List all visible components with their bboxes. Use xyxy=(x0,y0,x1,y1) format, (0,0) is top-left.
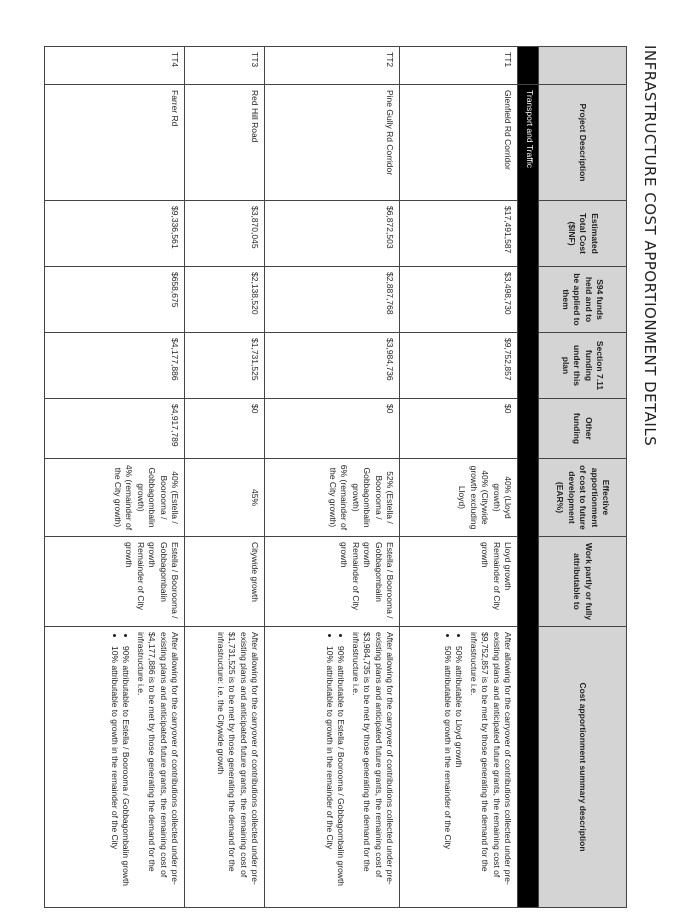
row-cost: $17,491,587 xyxy=(400,201,518,267)
row-effective xyxy=(265,459,400,537)
row-id: TT2 xyxy=(265,47,400,85)
row-project: Farrer Rd xyxy=(45,85,185,201)
summary-bullet: • 50% attributable to growth in the remainder of the City xyxy=(441,646,452,902)
row-s711: $4,177,886 xyxy=(45,333,185,399)
section-row xyxy=(518,47,539,908)
header-other-funding: Other funding xyxy=(539,399,627,459)
row-work xyxy=(400,537,518,627)
header-summary: Cost apportionment summary description xyxy=(539,627,627,908)
row-other: $0 xyxy=(400,399,518,459)
header-section-711: Section 7.11 funding under this plan xyxy=(539,333,627,399)
work-line: Citywide growth xyxy=(250,542,260,602)
summary-bullet: • 10% attributable to growth in the remainder of the City xyxy=(108,646,119,902)
header-effective-apportionment: Effective apportionment of cost to future development (EAR%) xyxy=(539,459,627,537)
row-effective xyxy=(400,459,518,537)
row-project: Glenfield Rd Corridor xyxy=(400,85,518,201)
summary-bullets xyxy=(108,632,131,902)
row-other: $0 xyxy=(185,399,265,459)
page-title: INFRASTRUCTURE COST APPORTIONMENT DETAILS xyxy=(641,45,659,447)
row-cost: $9,336,561 xyxy=(45,201,185,267)
cost-apportionment-table xyxy=(44,46,627,908)
summary-bullets xyxy=(323,632,346,902)
table-row xyxy=(265,47,400,908)
row-project: Pine Gully Rd Corridor xyxy=(265,85,400,201)
row-summary xyxy=(185,627,265,908)
row-summary xyxy=(400,627,518,908)
summary-text: After allowing for the carryover of contributions collected under pre-existing plans and anticipated future grants, the remaining cost of $4,177,886 is to be met by those generating the demand for the infrastructure i.e. xyxy=(135,632,180,885)
row-work xyxy=(265,537,400,627)
row-cost: $3,870,045 xyxy=(185,201,265,267)
row-s711: $9,752,857 xyxy=(400,333,518,399)
row-id: TT3 xyxy=(185,47,265,85)
summary-bullet: • 50% attributable to Lloyd growth xyxy=(453,646,464,902)
table-row xyxy=(400,47,518,908)
summary-bullets xyxy=(441,632,464,902)
row-s94: $2,887,768 xyxy=(265,267,400,333)
effective-line: 4% (remainder of the City growth) xyxy=(112,464,135,531)
effective-line: 45% xyxy=(250,488,260,506)
row-s94: $3,498,730 xyxy=(400,267,518,333)
effective-line: 40% (Citywide growth excluding Lloyd) xyxy=(457,465,491,530)
row-effective xyxy=(45,459,185,537)
row-id: TT1 xyxy=(400,47,518,85)
row-summary xyxy=(45,627,185,908)
row-work xyxy=(185,537,265,627)
summary-bullet: • 90% attributable to Estella / Boorooma / Gobbagombalin growth xyxy=(120,646,131,902)
summary-bullet: • 90% attributable to Estella / Boorooma / Gobbagombalin growth xyxy=(335,646,346,902)
header-row xyxy=(539,47,627,908)
effective-line: 40% (Lloyd growth) xyxy=(491,476,513,519)
work-line: Lloyd growth xyxy=(503,542,513,591)
summary-text: After allowing for the carryover of contributions collected under pre-existing plans and anticipated future grants, the remaining cost of $1,731,525 is to be met by those generating the demand for the infrastructure: i.e. the Citywide growth xyxy=(215,632,260,885)
row-other: $4,917,789 xyxy=(45,399,185,459)
row-work xyxy=(45,537,185,627)
row-other: $0 xyxy=(265,399,400,459)
section-label: Transport and Traffic xyxy=(518,85,539,908)
header-estimated-cost: Estimated Total Cost ($INF) xyxy=(539,201,627,267)
effective-line: 6% (remainder of the City growth) xyxy=(327,464,350,531)
row-cost: $6,872,503 xyxy=(265,201,400,267)
effective-line: 52% (Estella / Boorooma / Gobbagombalin growth) xyxy=(350,467,395,528)
header-s94-funds: S94 funds held and to be applied to them xyxy=(539,267,627,333)
row-s94: $658,675 xyxy=(45,267,185,333)
header-work-attributable: Work partly or fully attributable to xyxy=(539,537,627,627)
effective-line: 40% (Estella / Boorooma / Gobbagombalin growth) xyxy=(135,467,180,528)
work-line: Remainder of City growth xyxy=(339,542,361,611)
work-line: Estella / Boorooma / Gobbagombalin growth xyxy=(362,542,395,619)
summary-bullet: • 10% attributable to growth in the remainder of the City xyxy=(323,646,334,902)
row-id: TT4 xyxy=(45,47,185,85)
table-row xyxy=(45,47,185,908)
header-id xyxy=(539,47,627,85)
row-summary xyxy=(265,627,400,908)
summary-text: After allowing for the carryover of contributions collected under pre-existing plans and anticipated future grants, the remaining cost of $9,752,857 is to be met by those generating the demand for the infrastructure i.e. xyxy=(468,632,513,885)
header-project-description: Project Description xyxy=(539,85,627,201)
row-s711: $1,731,525 xyxy=(185,333,265,399)
row-s94: $2,138,520 xyxy=(185,267,265,333)
row-project: Red Hill Road xyxy=(185,85,265,201)
table-row xyxy=(185,47,265,908)
work-line: Remainder of City growth xyxy=(480,542,502,611)
row-effective xyxy=(185,459,265,537)
summary-text: After allowing for the carryover of contributions collected under pre-existing plans and anticipated future grants, the remaining cost of $3,984,735 is to be met by those generating the demand for the infrastructure i.e. xyxy=(350,632,395,885)
work-line: Estella / Boorooma / Gobbagombalin growth xyxy=(147,542,180,619)
row-s711: $3,984,736 xyxy=(265,333,400,399)
work-line: Remainder of City growth xyxy=(124,542,146,611)
